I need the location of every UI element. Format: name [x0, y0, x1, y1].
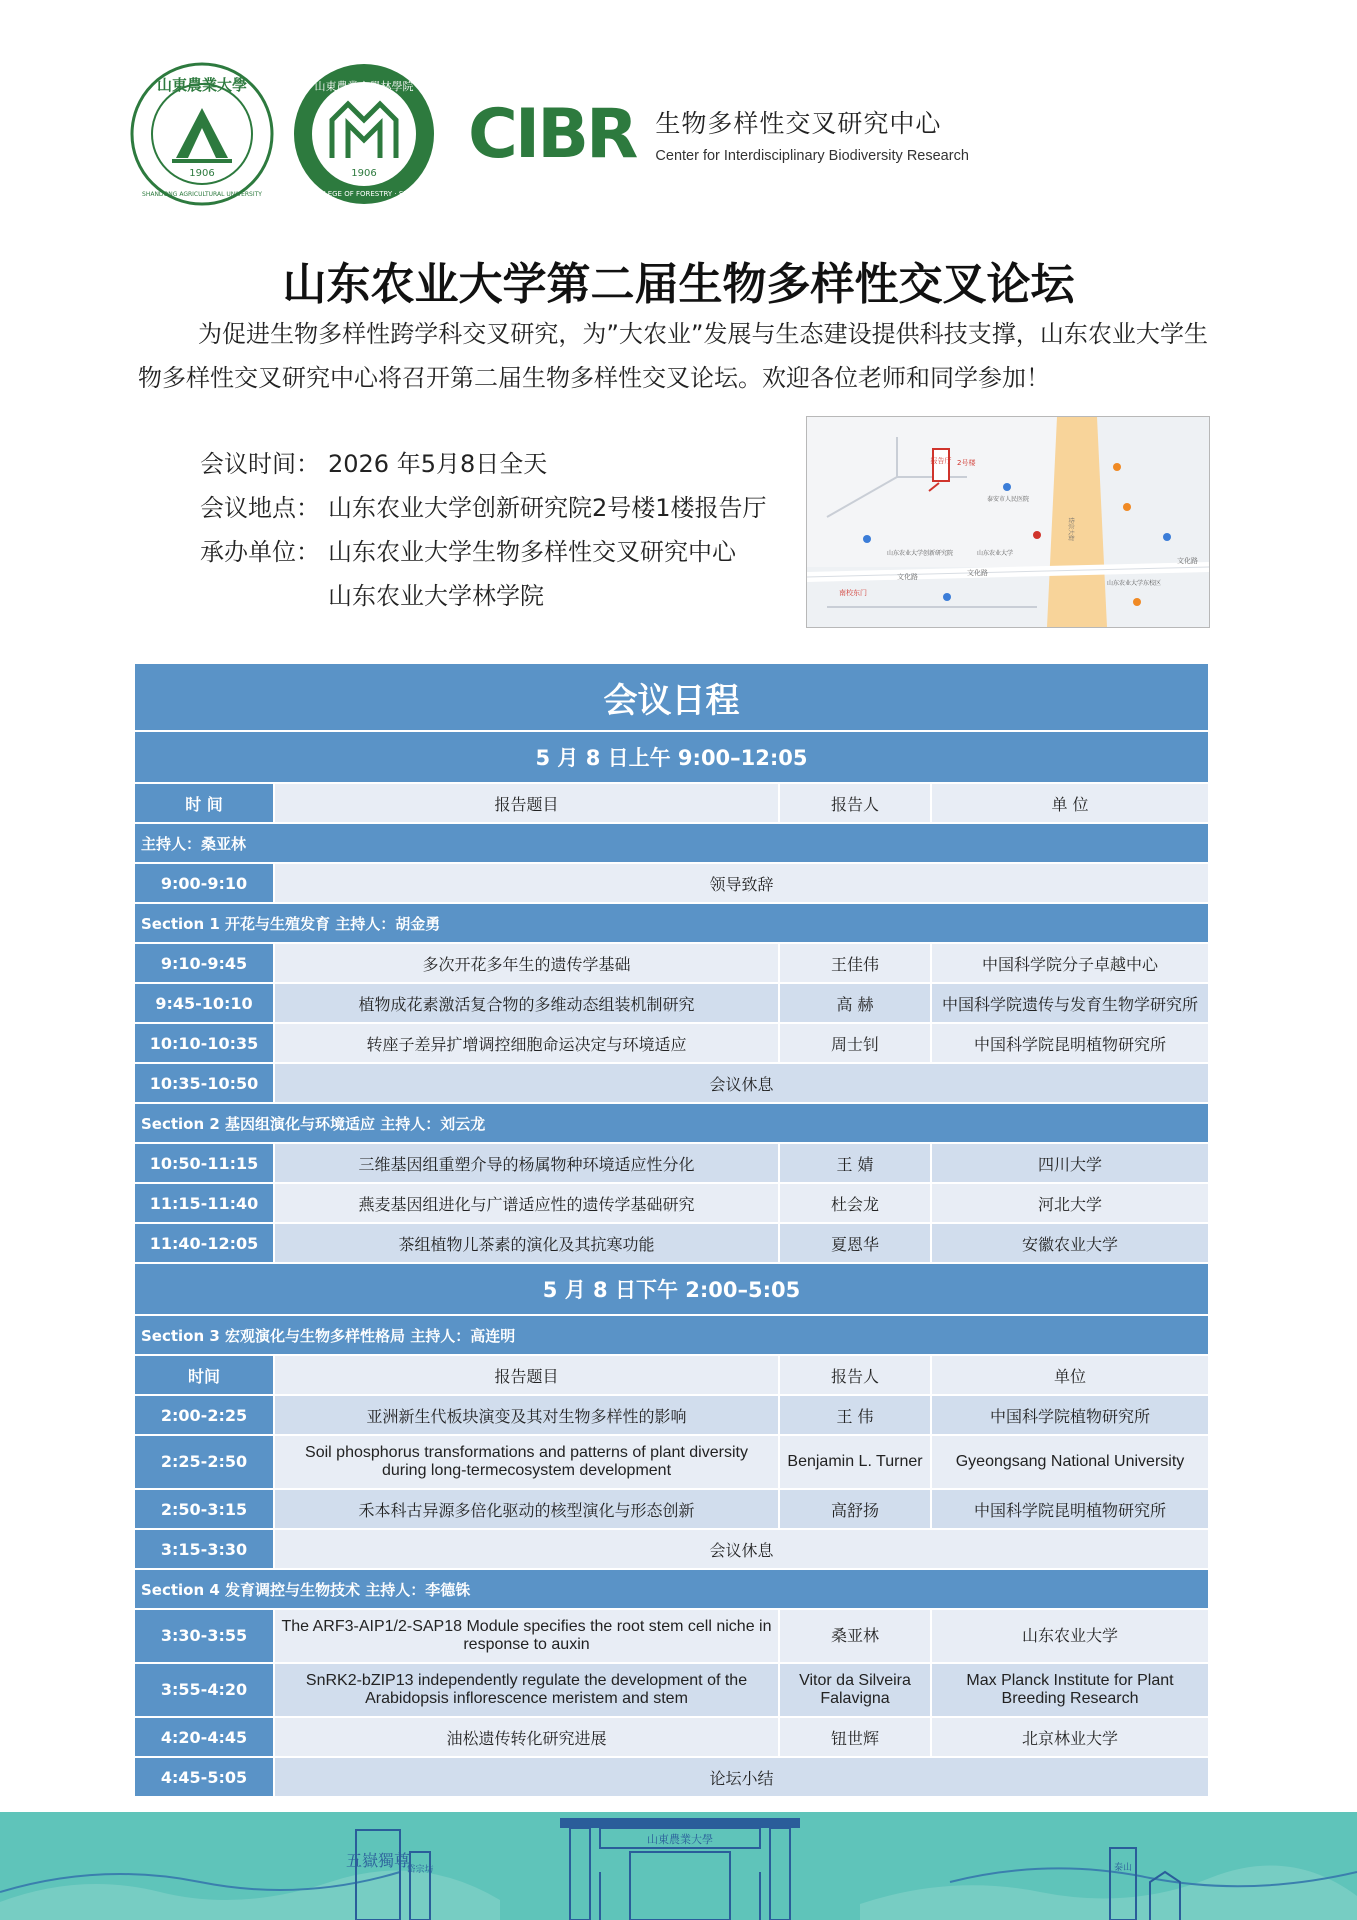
col-speaker: 报告人: [779, 1355, 931, 1395]
row-topic: 亚洲新生代板块演变及其对生物多样性的影响: [274, 1395, 779, 1435]
col-unit: 单 位: [931, 783, 1209, 823]
footer-tablet-right: 泰山: [1113, 1863, 1133, 1873]
col-topic: 报告题目: [274, 1355, 779, 1395]
morning-host: 主持人：桑亚林: [134, 823, 1209, 863]
intro-paragraph: [138, 312, 1208, 400]
table-row: [134, 1063, 1209, 1103]
map-building-label: 2号楼: [957, 459, 976, 467]
schedule-title: 会议日程: [134, 663, 1209, 731]
row-topic: 三维基因组重塑介导的杨属物种环境适应性分化: [274, 1143, 779, 1183]
row-time: 10:10-10:35: [134, 1023, 274, 1063]
row-speaker: 王 婧: [779, 1143, 931, 1183]
map-gate-label: 南校东门: [839, 589, 867, 597]
row-unit: 山东农业大学: [931, 1609, 1209, 1663]
afternoon-column-header: [134, 1355, 1209, 1395]
row-event: 会议休息: [274, 1529, 1209, 1569]
cibr-wordmark: CIBR: [468, 94, 636, 174]
logo-bar: [130, 64, 969, 204]
row-event: 会议休息: [274, 1063, 1209, 1103]
svg-text:SHANDONG AGRICULTURAL UNIVERSI: SHANDONG AGRICULTURAL UNIVERSITY: [142, 191, 262, 198]
time-value: 2026 年5月8日全天: [328, 450, 548, 478]
table-row: [134, 943, 1209, 983]
col-topic: 报告题目: [274, 783, 779, 823]
table-row: [134, 1143, 1209, 1183]
row-unit: 中国科学院昆明植物研究所: [931, 1023, 1209, 1063]
row-speaker: 杜会龙: [779, 1183, 931, 1223]
place-value: 山东农业大学创新研究院2号楼1楼报告厅: [328, 494, 767, 522]
table-row: [134, 1717, 1209, 1757]
col-speaker: 报告人: [779, 783, 931, 823]
map-road-3: 文化路: [1177, 557, 1198, 565]
row-time: 10:35-10:50: [134, 1063, 274, 1103]
table-row: [134, 1223, 1209, 1263]
svg-text:山東農業大學林學院: 山東農業大學林學院: [314, 80, 414, 93]
morning-header: 5 月 8 日上午 9:00–12:05: [134, 731, 1209, 783]
col-time: 时间: [134, 1355, 274, 1395]
map-road-4: 岱宗大街: [1067, 517, 1074, 542]
table-row: [134, 1023, 1209, 1063]
svg-text:1906: 1906: [351, 168, 377, 179]
footer-gate-plaque: 山東農業大學: [647, 1833, 713, 1846]
map-label-1: 山东农业大学创新研究院: [887, 550, 954, 557]
row-topic: 茶组植物儿茶素的演化及其抗寒功能: [274, 1223, 779, 1263]
row-unit: 河北大学: [931, 1183, 1209, 1223]
row-topic: 植物成花素激活复合物的多维动态组装机制研究: [274, 983, 779, 1023]
table-row: [134, 1183, 1209, 1223]
row-topic: 转座子差异扩增调控细胞命运决定与环境适应: [274, 1023, 779, 1063]
map-road-2: 文化路: [967, 569, 988, 577]
table-row: [134, 1757, 1209, 1797]
afternoon-header: 5 月 8 日下午 2:00–5:05: [134, 1263, 1209, 1315]
row-speaker: Benjamin L. Turner: [779, 1435, 931, 1489]
row-unit: 中国科学院分子卓越中心: [931, 943, 1209, 983]
sau-seal-logo: [130, 62, 274, 206]
time-label: 会议时间：: [200, 450, 320, 478]
section-2-header: Section 2 基因组演化与环境适应 主持人：刘云龙: [134, 1103, 1209, 1143]
row-topic: SnRK2-bZIP13 independently regulate the development of the Arabidopsis inflorescence meristem and stem: [274, 1663, 779, 1717]
row-time: 4:45-5:05: [134, 1757, 274, 1797]
info-host: [200, 530, 767, 574]
row-time: 11:15-11:40: [134, 1183, 274, 1223]
host-value-1: 山东农业大学生物多样性交叉研究中心: [328, 538, 736, 566]
row-time: 9:00-9:10: [134, 863, 274, 903]
row-time: 3:30-3:55: [134, 1609, 274, 1663]
row-time: 2:50-3:15: [134, 1489, 274, 1529]
table-row: [134, 1395, 1209, 1435]
row-event: 领导致辞: [274, 863, 1209, 903]
cibr-name-cn: 生物多样性交叉研究中心: [655, 109, 942, 138]
table-row: [134, 983, 1209, 1023]
location-map: [806, 416, 1210, 628]
row-speaker: 夏恩华: [779, 1223, 931, 1263]
meeting-info: [200, 442, 767, 618]
row-unit: 安徽农业大学: [931, 1223, 1209, 1263]
row-unit: Gyeongsang National University: [931, 1435, 1209, 1489]
row-speaker: 王佳伟: [779, 943, 931, 983]
forestry-college-seal-logo: [292, 62, 436, 206]
col-unit: 单位: [931, 1355, 1209, 1395]
map-label-4: 泰安市人民医院: [987, 496, 1030, 503]
col-time: 时 间: [134, 783, 274, 823]
info-host-2: [200, 574, 767, 618]
row-unit: 中国科学院昆明植物研究所: [931, 1489, 1209, 1529]
map-label-3: 山东农业大学: [977, 550, 1014, 557]
table-row: [134, 1435, 1209, 1489]
row-unit: Max Planck Institute for Plant Breeding Research: [931, 1663, 1209, 1717]
row-speaker: 高 赫: [779, 983, 931, 1023]
morning-column-header: [134, 783, 1209, 823]
row-speaker: 王 伟: [779, 1395, 931, 1435]
map-label-2: 山东农业大学东校区: [1107, 580, 1162, 587]
table-row: [134, 1489, 1209, 1529]
row-time: 4:20-4:45: [134, 1717, 274, 1757]
map-road-1: 文化路: [897, 573, 918, 581]
row-speaker: Vitor da Silveira Falavigna: [779, 1663, 931, 1717]
row-speaker: 钮世辉: [779, 1717, 931, 1757]
cibr-logo: [468, 95, 969, 174]
schedule-table: [133, 662, 1210, 1798]
host-label: 承办单位：: [200, 538, 320, 566]
table-row: [134, 1663, 1209, 1717]
section-3-header: Section 3 宏观演化与生物多样性格局 主持人：高连明: [134, 1315, 1209, 1355]
row-speaker: 高舒扬: [779, 1489, 931, 1529]
row-unit: 中国科学院遗传与发育生物学研究所: [931, 983, 1209, 1023]
table-row: [134, 1609, 1209, 1663]
row-time: 2:25-2:50: [134, 1435, 274, 1489]
intro-text: 为促进生物多样性跨学科交叉研究，为”大农业”发展与生态建设提供科技支撑，山东农业大学生物多样性交叉研究中心将召开第二届生物多样性交叉论坛。欢迎各位老师和同学参加！: [138, 320, 1208, 392]
row-time: 9:10-9:45: [134, 943, 274, 983]
info-place: [200, 486, 767, 530]
svg-text:山東農業大學: 山東農業大學: [156, 76, 248, 94]
row-unit: 北京林业大学: [931, 1717, 1209, 1757]
row-time: 10:50-11:15: [134, 1143, 274, 1183]
row-time: 11:40-12:05: [134, 1223, 274, 1263]
footer-rock-text: 五嶽獨尊: [345, 1851, 411, 1870]
row-time: 9:45-10:10: [134, 983, 274, 1023]
row-topic: 禾本科古异源多倍化驱动的核型演化与形态创新: [274, 1489, 779, 1529]
forum-title: 山东农业大学第二届生物多样性交叉论坛: [282, 259, 1075, 310]
table-row: [134, 1529, 1209, 1569]
row-unit: 中国科学院植物研究所: [931, 1395, 1209, 1435]
row-topic: 燕麦基因组进化与广谱适应性的遗传学基础研究: [274, 1183, 779, 1223]
map-venue-marker: 报告厅: [930, 457, 952, 465]
row-time: 3:15-3:30: [134, 1529, 274, 1569]
svg-text:1906: 1906: [189, 168, 215, 179]
row-event: 论坛小结: [274, 1757, 1209, 1797]
section-4-header: Section 4 发育调控与生物技术 主持人：李德铢: [134, 1569, 1209, 1609]
row-speaker: 桑亚林: [779, 1609, 931, 1663]
row-topic: Soil phosphorus transformations and patterns of plant diversity during long-termecosystem development: [274, 1435, 779, 1489]
info-time: [200, 442, 767, 486]
section-1-header: Section 1 开花与生殖发育 主持人：胡金勇: [134, 903, 1209, 943]
row-speaker: 周士钊: [779, 1023, 931, 1063]
svg-text:COLLEGE OF FORESTRY · SDAU: COLLEGE OF FORESTRY · SDAU: [309, 190, 419, 198]
cibr-name-en: Center for Interdisciplinary Biodiversity Research: [655, 148, 969, 164]
table-row: [134, 863, 1209, 903]
host-value-2: 山东农业大学林学院: [328, 582, 544, 610]
row-topic: 多次开花多年生的遗传学基础: [274, 943, 779, 983]
campus-gate-illustration: [0, 1812, 1357, 1920]
row-topic: The ARF3-AIP1/2-SAP18 Module specifies the root stem cell niche in response to auxin: [274, 1609, 779, 1663]
row-topic: 油松遗传转化研究进展: [274, 1717, 779, 1757]
row-time: 3:55-4:20: [134, 1663, 274, 1717]
footer-tablet-left: 岱宗坊: [406, 1865, 434, 1875]
row-unit: 四川大学: [931, 1143, 1209, 1183]
row-time: 2:00-2:25: [134, 1395, 274, 1435]
place-label: 会议地点：: [200, 494, 320, 522]
